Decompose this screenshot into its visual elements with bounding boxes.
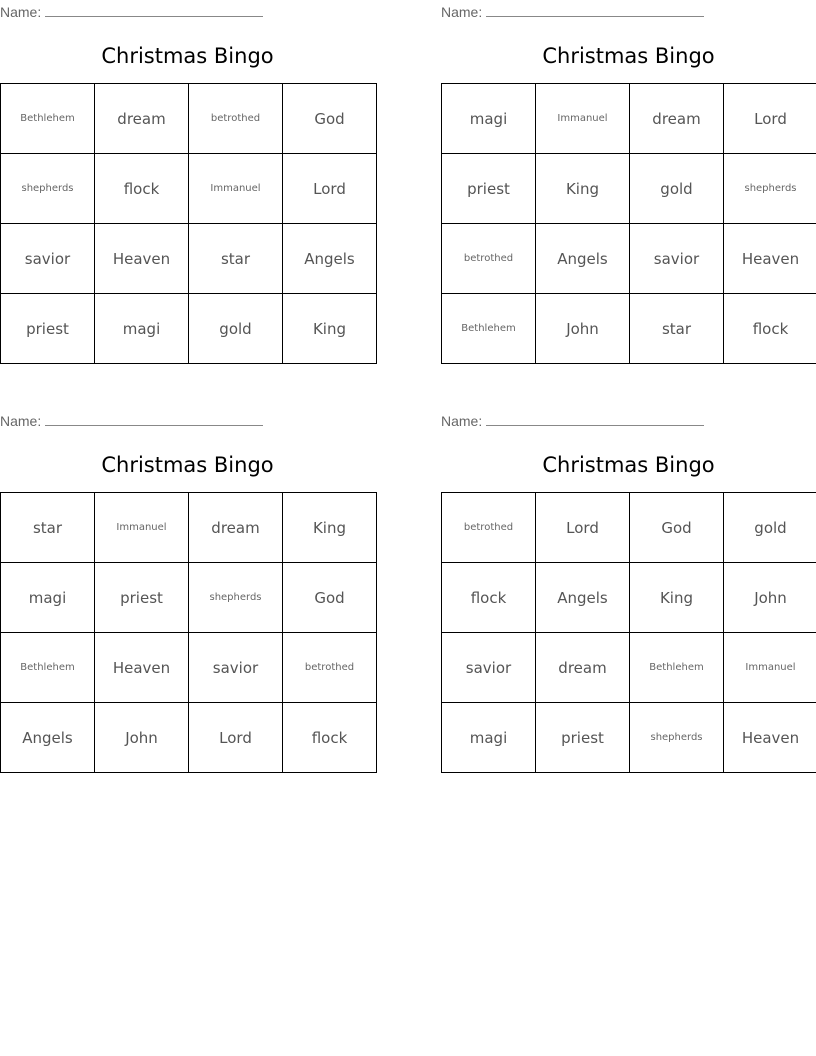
bingo-cell: Angels: [1, 703, 95, 773]
name-underline: [45, 16, 263, 17]
bingo-cell: Heaven: [724, 224, 816, 294]
bingo-cell: savior: [1, 224, 95, 294]
bingo-cell: savior: [442, 633, 536, 703]
bingo-cell: shepherds: [189, 563, 283, 633]
bingo-cell: King: [536, 154, 630, 224]
bingo-cell: gold: [630, 154, 724, 224]
bingo-cell: King: [283, 294, 377, 364]
name-label: Name:: [441, 4, 483, 20]
bingo-cell: Angels: [536, 563, 630, 633]
bingo-grid: [0, 83, 377, 364]
bingo-cell: Immanuel: [724, 633, 816, 703]
bingo-cell: priest: [95, 563, 189, 633]
name-field: [441, 2, 711, 20]
bingo-card-4: [441, 409, 816, 783]
bingo-cell: Lord: [189, 703, 283, 773]
bingo-cell: priest: [442, 154, 536, 224]
bingo-cell: gold: [724, 493, 816, 563]
bingo-cell: magi: [95, 294, 189, 364]
bingo-cell: priest: [536, 703, 630, 773]
bingo-cell: John: [724, 563, 816, 633]
name-field: [0, 2, 270, 20]
grid-row: [442, 633, 816, 703]
card-title: Christmas Bingo: [101, 453, 274, 477]
bingo-cell: flock: [442, 563, 536, 633]
bingo-cell: dream: [630, 84, 724, 154]
name-underline: [486, 16, 704, 17]
bingo-cell: Lord: [536, 493, 630, 563]
name-field: [0, 411, 270, 429]
bingo-cell: betrothed: [283, 633, 377, 703]
grid-row: [442, 703, 816, 773]
bingo-cell: shepherds: [1, 154, 95, 224]
grid-row: [442, 154, 816, 224]
bingo-cell: Immanuel: [95, 493, 189, 563]
name-label: Name:: [0, 4, 42, 20]
bingo-cell: savior: [189, 633, 283, 703]
bingo-cell: star: [630, 294, 724, 364]
name-underline: [486, 425, 704, 426]
bingo-cell: betrothed: [442, 224, 536, 294]
bingo-cell: John: [536, 294, 630, 364]
bingo-cell: dream: [189, 493, 283, 563]
bingo-cell: shepherds: [724, 154, 816, 224]
grid-row: [442, 563, 816, 633]
grid-row: [442, 294, 816, 364]
bingo-cell: John: [95, 703, 189, 773]
grid-row: [1, 563, 377, 633]
bingo-cell: Heaven: [724, 703, 816, 773]
grid-row: [1, 294, 377, 364]
grid-row: [442, 493, 816, 563]
bingo-cell: betrothed: [189, 84, 283, 154]
name-label: Name:: [441, 413, 483, 429]
grid-row: [1, 703, 377, 773]
bingo-cell: flock: [283, 703, 377, 773]
grid-row: [1, 84, 377, 154]
bingo-card-2: [441, 0, 816, 374]
grid-row: [1, 493, 377, 563]
name-label: Name:: [0, 413, 42, 429]
bingo-cell: God: [283, 563, 377, 633]
bingo-grid: [0, 492, 377, 773]
bingo-grid: [441, 492, 816, 773]
bingo-cell: Immanuel: [536, 84, 630, 154]
bingo-cell: flock: [724, 294, 816, 364]
bingo-cell: God: [283, 84, 377, 154]
bingo-cell: savior: [630, 224, 724, 294]
bingo-cell: star: [189, 224, 283, 294]
bingo-cell: dream: [95, 84, 189, 154]
card-title: Christmas Bingo: [542, 44, 715, 68]
bingo-cell: gold: [189, 294, 283, 364]
name-underline: [45, 425, 263, 426]
bingo-cell: shepherds: [630, 703, 724, 773]
bingo-cell: flock: [95, 154, 189, 224]
bingo-cell: dream: [536, 633, 630, 703]
bingo-cell: magi: [442, 84, 536, 154]
bingo-cell: King: [283, 493, 377, 563]
grid-row: [1, 224, 377, 294]
bingo-cell: Angels: [536, 224, 630, 294]
bingo-cell: star: [1, 493, 95, 563]
bingo-cell: Immanuel: [189, 154, 283, 224]
grid-row: [442, 84, 816, 154]
bingo-card-1: [0, 0, 375, 374]
bingo-card-3: [0, 409, 375, 783]
bingo-cell: Angels: [283, 224, 377, 294]
bingo-cell: priest: [1, 294, 95, 364]
bingo-cell: Bethlehem: [1, 84, 95, 154]
name-field: [441, 411, 711, 429]
bingo-cell: Bethlehem: [1, 633, 95, 703]
bingo-cell: Lord: [724, 84, 816, 154]
bingo-cell: God: [630, 493, 724, 563]
bingo-cell: Bethlehem: [442, 294, 536, 364]
grid-row: [1, 633, 377, 703]
bingo-cell: magi: [442, 703, 536, 773]
bingo-cell: Bethlehem: [630, 633, 724, 703]
card-title: Christmas Bingo: [542, 453, 715, 477]
grid-row: [1, 154, 377, 224]
bingo-cell: King: [630, 563, 724, 633]
grid-row: [442, 224, 816, 294]
bingo-grid: [441, 83, 816, 364]
card-title: Christmas Bingo: [101, 44, 274, 68]
bingo-cell: betrothed: [442, 493, 536, 563]
bingo-cell: Heaven: [95, 224, 189, 294]
bingo-cell: Lord: [283, 154, 377, 224]
bingo-cell: magi: [1, 563, 95, 633]
bingo-cell: Heaven: [95, 633, 189, 703]
